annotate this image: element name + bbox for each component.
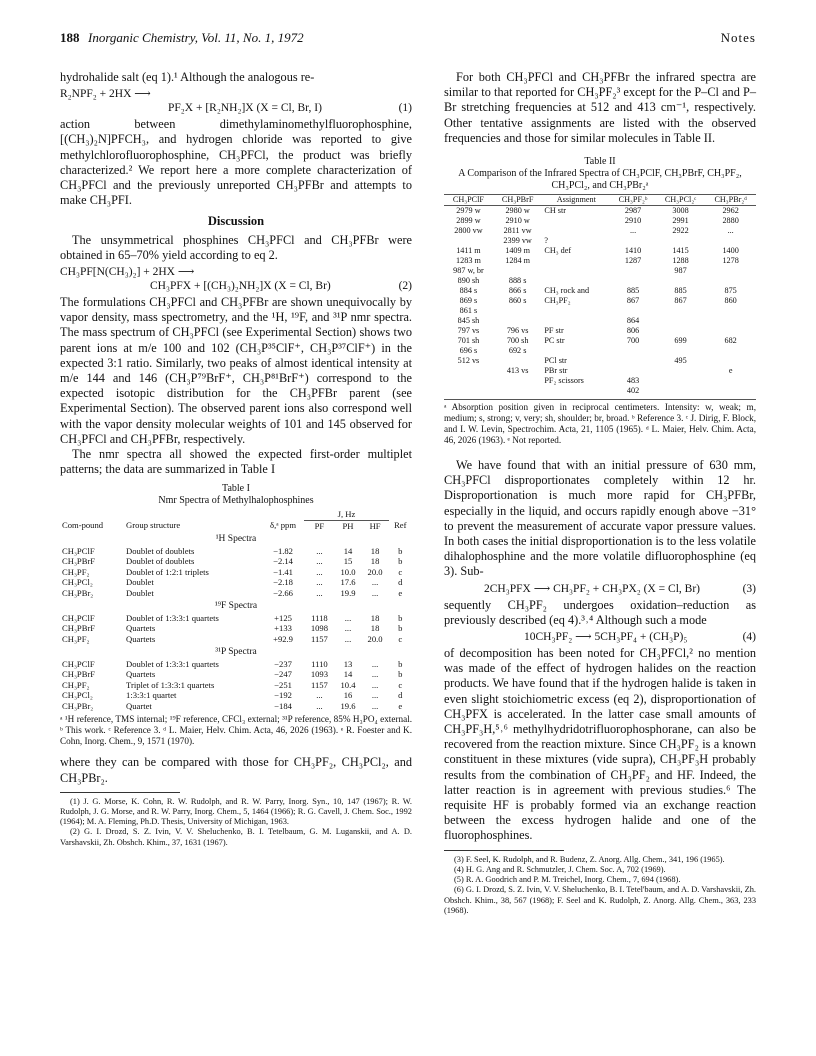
table-cell: 864: [626, 316, 640, 326]
table-cell: Quartets: [126, 633, 156, 644]
table-cell: 19.6: [340, 700, 356, 711]
table-cell: [610, 276, 656, 286]
table-cell: [610, 366, 656, 376]
table-cell: ...: [371, 700, 379, 711]
table-cell: ...: [316, 566, 323, 577]
table-cell: CH₃PF₂: [544, 296, 571, 306]
table-section: [60, 644, 412, 659]
table-cell: [444, 236, 493, 246]
table-cell: CH₃PClF: [62, 545, 95, 556]
reference-item: (5) R. A. Goodrich and P. M. Treichel, Inorg. Chem., 7, 694 (1968).: [454, 875, 681, 885]
table-cell: ...: [371, 577, 379, 588]
column-header: CH₃PClF: [452, 195, 484, 205]
table-cell: CH₃PClF: [62, 612, 95, 623]
table-cell: 2910: [624, 216, 642, 226]
paragraph: action between dimethylaminomethylfluorophosphine, [(CH₃)₂N]PFCH₃, and hydrogen chloride was reported to give methylchlorofluorophosphine, CH₃PFCl, the product was briefly characterized.² We report here a more complete characterization of CH₃PFCl and the previously unreported CH₃PFBr and attempts to make CH₃PFI.: [60, 117, 412, 208]
table-cell: 1409 m: [505, 246, 531, 256]
table-cell: ...: [344, 612, 352, 623]
table-cell: ...: [344, 633, 352, 644]
table-row: [60, 680, 412, 691]
table-cell: d: [398, 690, 403, 701]
table-cell: [610, 306, 656, 316]
table-row: [444, 386, 756, 396]
table-cell: [493, 266, 543, 276]
table-cell: Doublet: [126, 587, 154, 598]
table-row: [444, 236, 756, 246]
table-cell: c: [398, 566, 403, 577]
column-header: CH₃PF₂ᵇ: [618, 195, 648, 205]
table-row: [444, 286, 756, 296]
table-cell: 1098: [310, 623, 328, 634]
column-header: PF: [314, 520, 325, 531]
table-cell: 692 s: [508, 346, 527, 356]
table-cell: [542, 316, 610, 326]
table-cell: 1157: [310, 679, 328, 690]
table-cell: 796 vs: [506, 326, 529, 336]
table-cell: CH str: [544, 206, 566, 216]
table-cell: 1157: [310, 633, 328, 644]
reference-item: (4) H. G. Ang and R. Schmutzler, J. Chem. Soc. A, 702 (1969).: [454, 864, 666, 874]
table-row: [60, 613, 412, 624]
table-row: [444, 306, 756, 316]
table-row: [60, 577, 412, 588]
table-cell: 20.0: [367, 566, 383, 577]
reference-item: (1) J. G. Morse, K. Cohn, R. W. Rudolph, and R. W. Parry, Inorg. Syn., 10, 147 (1967); R. W. Rudolph, J. G. Morse, and R. W. Parry, Inorg. Chem., 5, 1464 (1966); R. G. Cavell, J. Chem. Soc., 1992 (1964); M. A. Fleming, Ph.D. Thesis, University of Michigan, 1963.: [60, 796, 412, 827]
table-cell: ...: [727, 226, 734, 236]
table-cell: −2.66: [273, 587, 293, 598]
section-title: ³¹P Spectra: [215, 647, 257, 658]
table-cell: 14: [343, 545, 353, 556]
j-header: J, Hz: [337, 509, 356, 520]
table-1: [60, 483, 412, 747]
reference-item: (2) G. I. Drozd, S. Z. Ivin, V. V. Sheluchenko, B. I. Tetelbaum, G. M. Luganskii, and A. D. Varshavskii, Zh. Obshch. Khim., 37, 1631 (1967).: [60, 827, 412, 847]
table-cell: 1:3:3:1 quartet: [126, 690, 177, 701]
table-cell: 1284 m: [505, 256, 531, 266]
table-cell: +125: [274, 612, 292, 623]
table-cell: [493, 306, 543, 316]
column-header: Ref: [394, 520, 407, 531]
table-row: [60, 659, 412, 670]
table-cell: 860 s: [508, 296, 527, 306]
table-cell: [542, 226, 610, 236]
table-cell: CH₃PF₂: [62, 633, 90, 644]
table-cell: 1415: [672, 246, 689, 256]
table-cell: 2979 w: [456, 206, 481, 216]
references-right: [444, 855, 756, 916]
table-cell: 2399 vw: [503, 236, 532, 246]
divider: [60, 792, 180, 793]
column-header: CH₃PBr₂ᵈ: [714, 195, 747, 205]
table-row: [444, 226, 756, 236]
table-cell: 2922: [672, 226, 689, 236]
table-cell: 884 s: [459, 286, 478, 296]
table-cell: CH₃PBrF: [62, 669, 96, 680]
table-cell: 1288: [672, 256, 689, 266]
table-row: [444, 326, 756, 336]
table-row: [444, 206, 756, 217]
table-cell: 1278: [722, 256, 739, 266]
table-cell: ...: [316, 690, 323, 701]
table-cell: Quartet: [126, 700, 152, 711]
table-cell: 875: [724, 286, 737, 296]
table-cell: PBr str: [544, 366, 568, 376]
table-cell: [493, 356, 543, 366]
table-cell: 2910 w: [505, 216, 530, 226]
table-cell: CH₃PF₂: [62, 679, 90, 690]
table-row: [444, 336, 756, 346]
table-cell: e: [398, 587, 403, 598]
table-cell: 890 sh: [457, 276, 480, 286]
paragraph: The formulations CH₃PFCl and CH₃PFBr are shown unequivocally by vapor density, mass spectrometry, and the ¹H, ¹⁹F, and ³¹P nmr spectra. The mass spectrum of CH₃PFCl (see Experimental Section) shows two parent ions at m/e 100 and 102 (CH₃P³⁵ClF⁺, CH₃P³⁷ClF⁺) in the expected 3:1 ratio. Similarly, two peaks of almost identical intensity at m/e 144 and 146 (CH₃P⁷⁹BrF⁺, CH₃P⁸¹BrF⁺) correspond to the expected isotopic distribution for the CH₃PFBr parent (see Experimental Section). The observed parent ions also correspond well with the vapor density molecular weights of 101 and 145 observed for CH₃PFCl and CH₃PFBr, respectively.: [60, 295, 412, 446]
table-cell: 10.0: [340, 566, 356, 577]
table-cell: 1110: [311, 658, 328, 669]
table-cell: 867: [674, 296, 687, 306]
table-cell: Doublet: [126, 577, 154, 588]
column-header: CH₃PBrF: [501, 195, 534, 205]
table-cell: 495: [674, 356, 687, 366]
equation-1: R₂NPF₂ + 2HX ⟶ PF₂X + [R₂NH₂]X (X = Cl, Br, I) (1): [60, 88, 412, 115]
table-cell: CH₃PBrF: [62, 623, 96, 634]
divider: [444, 850, 564, 851]
table-1-footnote: ᵃ ¹H reference, TMS internal; ¹⁹F reference, CFCl₃ external; ³¹P reference, 85% H₃PO₄ external. ᵇ This work. ᶜ Reference 3. ᵈ L. Maier, Helv. Chim. Acta, 46, 2026 (1963). ᵉ R. Foester and K. Cohn, Inorg. Chem., 9, 1571 (1970).: [60, 714, 412, 747]
table-cell: PF₂ scissors: [544, 376, 584, 386]
table-cell: 402: [626, 386, 640, 396]
paragraph: sequently CH₃PF₂ undergoes oxidation–reduction as previously described (eq 4).³˒⁴ Although such a mode: [444, 597, 756, 627]
table-cell: [656, 306, 705, 316]
left-column: [60, 70, 412, 848]
table-cell: 19.9: [340, 587, 356, 598]
table-cell: 14: [343, 669, 353, 680]
reference-item: (3) F. Seel, K. Rudolph, and R. Budenz, Z. Anorg. Allg. Chem., 341, 196 (1965).: [454, 854, 725, 864]
table-cell: Doublet of 1:3:3:1 quartets: [126, 612, 219, 623]
table-cell: 2800 vw: [454, 226, 483, 236]
column-header: PH: [342, 520, 354, 531]
table-cell: c: [398, 679, 403, 690]
table-cell: 17.6: [340, 577, 356, 588]
table-cell: [705, 386, 756, 396]
table-cell: [542, 346, 610, 356]
table-cell: ...: [316, 545, 323, 556]
table-cell: 2991: [672, 216, 689, 226]
paragraph: of decomposition has been noted for CH₃PFCl,² no mention was made of the effect of hydrogen halides on the reaction products. We have found that if the hydrogen halide is taken in even slight stoichiometric excess (eq 2), disproportionation of CH₃PFX is accelerated. In the latter case small amounts of CH₃PF₃H,⁵˒⁶ methylhydridotrifluorophosphorane, can also be recovered from the reaction mixture. Since CH₃PF₂ is a known constituent in these mixtures (vide supra), CH₃PF₃H probably results from the combination of CH₃PF₂ and HF. Indeed, the latter reaction is in agreement with previous studies.⁶ The requisite HF is probably formed via an exchange reaction between the excess hydrogen halide and one of the fluorophosphines.: [444, 646, 756, 843]
table-cell: 987 w, br: [453, 266, 484, 276]
table-cell: 16: [343, 690, 353, 701]
table-cell: [705, 326, 756, 336]
table-cell: 806: [626, 326, 640, 336]
table-2-grid: [444, 194, 756, 396]
table-cell: 885: [674, 286, 687, 296]
section-title: ¹⁹F Spectra: [214, 601, 258, 612]
table-section: [60, 531, 412, 546]
table-cell: ...: [371, 690, 379, 701]
table-cell: CH₃ rock and: [544, 286, 590, 296]
table-cell: −184: [274, 700, 292, 711]
table-row: [60, 690, 412, 701]
journal-citation: Inorganic Chemistry, Vol. 11, No. 1, 1972: [88, 30, 304, 45]
table-row: [444, 376, 756, 386]
table-cell: 20.0: [367, 633, 383, 644]
table-cell: 1287: [624, 256, 642, 266]
paragraph: hydrohalide salt (eq 1).¹ Although the analogous re-: [60, 70, 315, 84]
table-cell: 2880: [722, 216, 739, 226]
table-cell: [705, 316, 756, 326]
table-cell: 2987: [624, 206, 642, 216]
table-cell: ...: [344, 623, 352, 634]
table-cell: 18: [370, 623, 380, 634]
table-cell: 701 sh: [457, 336, 480, 346]
table-cell: 699: [674, 336, 687, 346]
table-cell: b: [398, 556, 403, 567]
table-cell: [542, 216, 610, 226]
table-row: [444, 256, 756, 266]
table-cell: 2962: [722, 206, 739, 216]
table-cell: ...: [629, 226, 637, 236]
table-cell: 1118: [311, 612, 328, 623]
table-cell: PF str: [544, 326, 564, 336]
table-row: [60, 634, 412, 645]
table-cell: 700: [626, 336, 640, 346]
table-title: Nmr Spectra of Methylhalophosphines: [158, 495, 314, 507]
paragraph: The nmr spectra all showed the expected first-order multiplet patterns; the data are summarized in Table I: [60, 447, 412, 477]
table-cell: ...: [371, 669, 379, 680]
table-cell: ...: [316, 700, 323, 711]
table-row: [444, 366, 756, 376]
column-header: Group structure: [126, 520, 181, 531]
table-cell: 483: [626, 376, 640, 386]
table-cell: c: [398, 633, 403, 644]
table-cell: 797 vs: [457, 326, 480, 336]
table-cell: 866 s: [508, 286, 527, 296]
table-row: [444, 316, 756, 326]
table-cell: 888 s: [508, 276, 527, 286]
table-cell: 2980 w: [505, 206, 530, 216]
table-cell: 861 s: [459, 306, 478, 316]
equation-2: CH₃PF[N(CH₃)₂] + 2HX ⟶ CH₃PFX + [(CH₃)₂NH₂]X (X = Cl, Br) (2): [60, 266, 412, 293]
table-cell: b: [398, 658, 403, 669]
table-cell: PC str: [544, 336, 565, 346]
equation-4: 10CH₃PF₂ ⟶ 5CH₃PF₄ + (CH₃P)₅ (4): [524, 631, 756, 644]
table-cell: [656, 386, 705, 396]
table-cell: 18: [370, 556, 380, 567]
table-cell: Doublet of doublets: [126, 545, 195, 556]
table-row: [60, 588, 412, 599]
table-cell: 1093: [310, 669, 328, 680]
table-cell: 869 s: [459, 296, 478, 306]
table-cell: CH₃PF₂: [62, 566, 90, 577]
table-cell: Doublet of doublets: [126, 556, 195, 567]
table-row: [60, 701, 412, 712]
table-cell: [542, 386, 610, 396]
table-cell: e: [728, 366, 733, 376]
table-cell: [444, 366, 493, 376]
table-cell: b: [398, 545, 403, 556]
table-cell: [444, 376, 493, 386]
table-cell: +133: [274, 623, 292, 634]
table-cell: [656, 236, 705, 246]
table-cell: [656, 366, 705, 376]
paragraph: We have found that with an initial pressure of 630 mm, CH₃PFCl disproportionates completely within 12 hr. Disproportionation is much more rapid for CH₃PFBr, especially in the liquid, and occurs rapidly enough above −31° to prevent the measurement of accurate vapor pressure values. In both cases the initial disproportionation is to the less volatile dihalophosphine and the more volatile difluorophosphine (eq 3). Sub-: [444, 458, 756, 579]
table-cell: ...: [371, 679, 379, 690]
table-cell: CH₃PClF: [62, 658, 95, 669]
table-cell: [705, 276, 756, 286]
table-cell: 15: [343, 556, 353, 567]
references-left: [60, 797, 412, 848]
table-cell: CH₃ def: [544, 246, 572, 256]
table-cell: ...: [316, 587, 323, 598]
column-header: CH₃PCl₂ᶜ: [664, 195, 697, 205]
table-cell: ...: [316, 556, 323, 567]
table-cell: −2.14: [273, 556, 293, 567]
right-column: [444, 70, 756, 916]
table-cell: 18: [370, 612, 380, 623]
table-cell: b: [398, 623, 403, 634]
table-cell: [610, 236, 656, 246]
table-row: [444, 216, 756, 226]
table-cell: Quartets: [126, 623, 156, 634]
table-cell: b: [398, 669, 403, 680]
column-header: Assignment: [556, 195, 596, 205]
column-header: δ,ᵃ ppm: [270, 520, 297, 531]
table-cell: [542, 306, 610, 316]
table-row: [444, 266, 756, 276]
table-cell: +92.9: [273, 633, 293, 644]
table-2: [444, 156, 756, 446]
column-header: Com-pound: [62, 520, 104, 531]
paragraph: For both CH₃PFCl and CH₃PFBr the infrared spectra are similar to that reported for CH₃PF₂³ except for the P–Cl and P–Br stretching frequencies at 512 and 413 cm⁻¹, respectively. Other tentative assignments are listed with the observed frequencies and those for similar molecules in Table II.: [444, 70, 756, 145]
table-cell: CH₃PBr₂: [62, 587, 94, 598]
table-cell: [656, 376, 705, 386]
table-cell: 1400: [722, 246, 739, 256]
table-cell: CH₃PCl₂: [62, 690, 93, 701]
table-cell: d: [398, 577, 403, 588]
table-cell: 885: [626, 286, 640, 296]
table-row: [60, 623, 412, 634]
table-cell: [656, 276, 705, 286]
table-cell: [656, 346, 705, 356]
table-cell: 987: [674, 266, 687, 276]
table-row: [60, 546, 412, 557]
table-cell: 413 vs: [506, 366, 529, 376]
paragraph: where they can be compared with those for CH₃PF₂, CH₃PCl₂, and CH₃PBr₂.: [60, 755, 412, 785]
table-cell: 512 vs: [457, 356, 480, 366]
table-cell: [705, 376, 756, 386]
table-cell: [705, 346, 756, 356]
table-cell: [610, 266, 656, 276]
section-heading: Discussion: [207, 214, 265, 229]
table-cell: 1411 m: [456, 246, 481, 256]
table-cell: [493, 316, 543, 326]
table-cell: 682: [724, 336, 737, 346]
table-cell: CH₃PBr₂: [62, 700, 94, 711]
table-row: [444, 356, 756, 366]
reference-item: (6) G. I. Drozd, S. Z. Ivin, V. V. Sheluchenko, B. I. Tetel'baum, and A. D. Varshavskii, Zh. Obshch. Khim., 38, 567 (1968); F. Seel and K. Rudolph, Z. Anorg. Allg. Chem., 363, 233 (1968).: [444, 885, 756, 915]
page-header: [60, 30, 756, 48]
table-label: Table I: [222, 483, 250, 495]
table-cell: 867: [626, 296, 640, 306]
table-cell: 10.4: [340, 679, 356, 690]
table-cell: CH₃PCl₂: [62, 577, 93, 588]
table-cell: [610, 356, 656, 366]
table-cell: −192: [274, 690, 292, 701]
table-cell: [610, 346, 656, 356]
table-cell: 2899 w: [456, 216, 481, 226]
table-cell: 1410: [624, 246, 642, 256]
table-row: [60, 556, 412, 567]
table-cell: [705, 306, 756, 316]
table-cell: ?: [544, 236, 549, 246]
table-cell: −1.41: [273, 566, 293, 577]
table-cell: 845 sh: [457, 316, 480, 326]
table-cell: −247: [274, 669, 292, 680]
table-cell: [705, 236, 756, 246]
table-cell: Doublet of 1:2:1 triplets: [126, 566, 209, 577]
table-cell: [542, 266, 610, 276]
paragraph: The unsymmetrical phosphines CH₃PFCl and CH₃PFBr were obtained in 65–70% yield according to eq 2.: [60, 232, 412, 262]
table-row: [60, 669, 412, 680]
table-cell: ...: [316, 577, 323, 588]
table-cell: [705, 356, 756, 366]
table-cell: 13: [343, 658, 353, 669]
table-cell: Triplet of 1:3:3:1 quartets: [126, 679, 215, 690]
page-number: 188: [60, 30, 80, 45]
table-row: [444, 346, 756, 356]
equation-3: 2CH₃PFX ⟶ CH₃PF₂ + CH₃PX₂ (X = Cl, Br) (3): [484, 582, 756, 595]
table-cell: [656, 316, 705, 326]
table-cell: Doublet of 1:3:3:1 quartets: [126, 658, 219, 669]
table-label: Table II: [584, 156, 616, 168]
table-cell: Quartets: [126, 669, 156, 680]
table-cell: 700 sh: [506, 336, 529, 346]
table-cell: [705, 266, 756, 276]
table-cell: [542, 256, 610, 266]
table-cell: [444, 386, 493, 396]
table-cell: −237: [274, 658, 292, 669]
table-cell: 696 s: [459, 346, 478, 356]
table-cell: e: [398, 700, 403, 711]
table-row: [444, 246, 756, 256]
table-cell: 3008: [672, 206, 689, 216]
table-cell: ...: [371, 587, 379, 598]
table-cell: 18: [370, 545, 380, 556]
table-cell: −1.82: [273, 545, 293, 556]
table-row: [444, 276, 756, 286]
table-cell: 860: [724, 296, 737, 306]
table-row: [444, 296, 756, 306]
table-cell: −251: [274, 679, 292, 690]
section-title: ¹H Spectra: [215, 534, 257, 545]
table-cell: [493, 386, 543, 396]
table-cell: 1283 m: [456, 256, 481, 266]
table-row: [60, 567, 412, 578]
table-cell: [493, 376, 543, 386]
table-cell: 2811 vw: [503, 226, 532, 236]
table-cell: [542, 276, 610, 286]
table-cell: ...: [371, 658, 379, 669]
section-name: Notes: [720, 30, 756, 45]
table-cell: −2.18: [273, 577, 293, 588]
table-cell: [656, 326, 705, 336]
table-title: A Comparison of the Infrared Spectra of CH₃PClF, CH₃PBrF, CH₃PF₂, CH₃PCl₂, and CH₃PBr₂ᵃ: [458, 168, 742, 192]
table-2-footnote: ᵃ Absorption position given in reciprocal centimeters. Intensity: w, weak; m, medium; s, strong; v, very; sh, shoulder; br, broad. ᵇ Reference 3. ᶜ J. Dirig, F. Block, and I. W. Levin, Spectrochim. Acta, 21, 1105 (1965). ᵈ L. Maier, Helv. Chim. Acta, 46, 2026 (1963). ᵉ Not reported.: [444, 399, 756, 446]
table-section: [60, 598, 412, 613]
table-cell: PCl str: [544, 356, 567, 366]
table-cell: b: [398, 612, 403, 623]
table-1-grid: [60, 509, 412, 711]
table-cell: CH₃PBrF: [62, 556, 96, 567]
column-header: HF: [369, 520, 381, 531]
